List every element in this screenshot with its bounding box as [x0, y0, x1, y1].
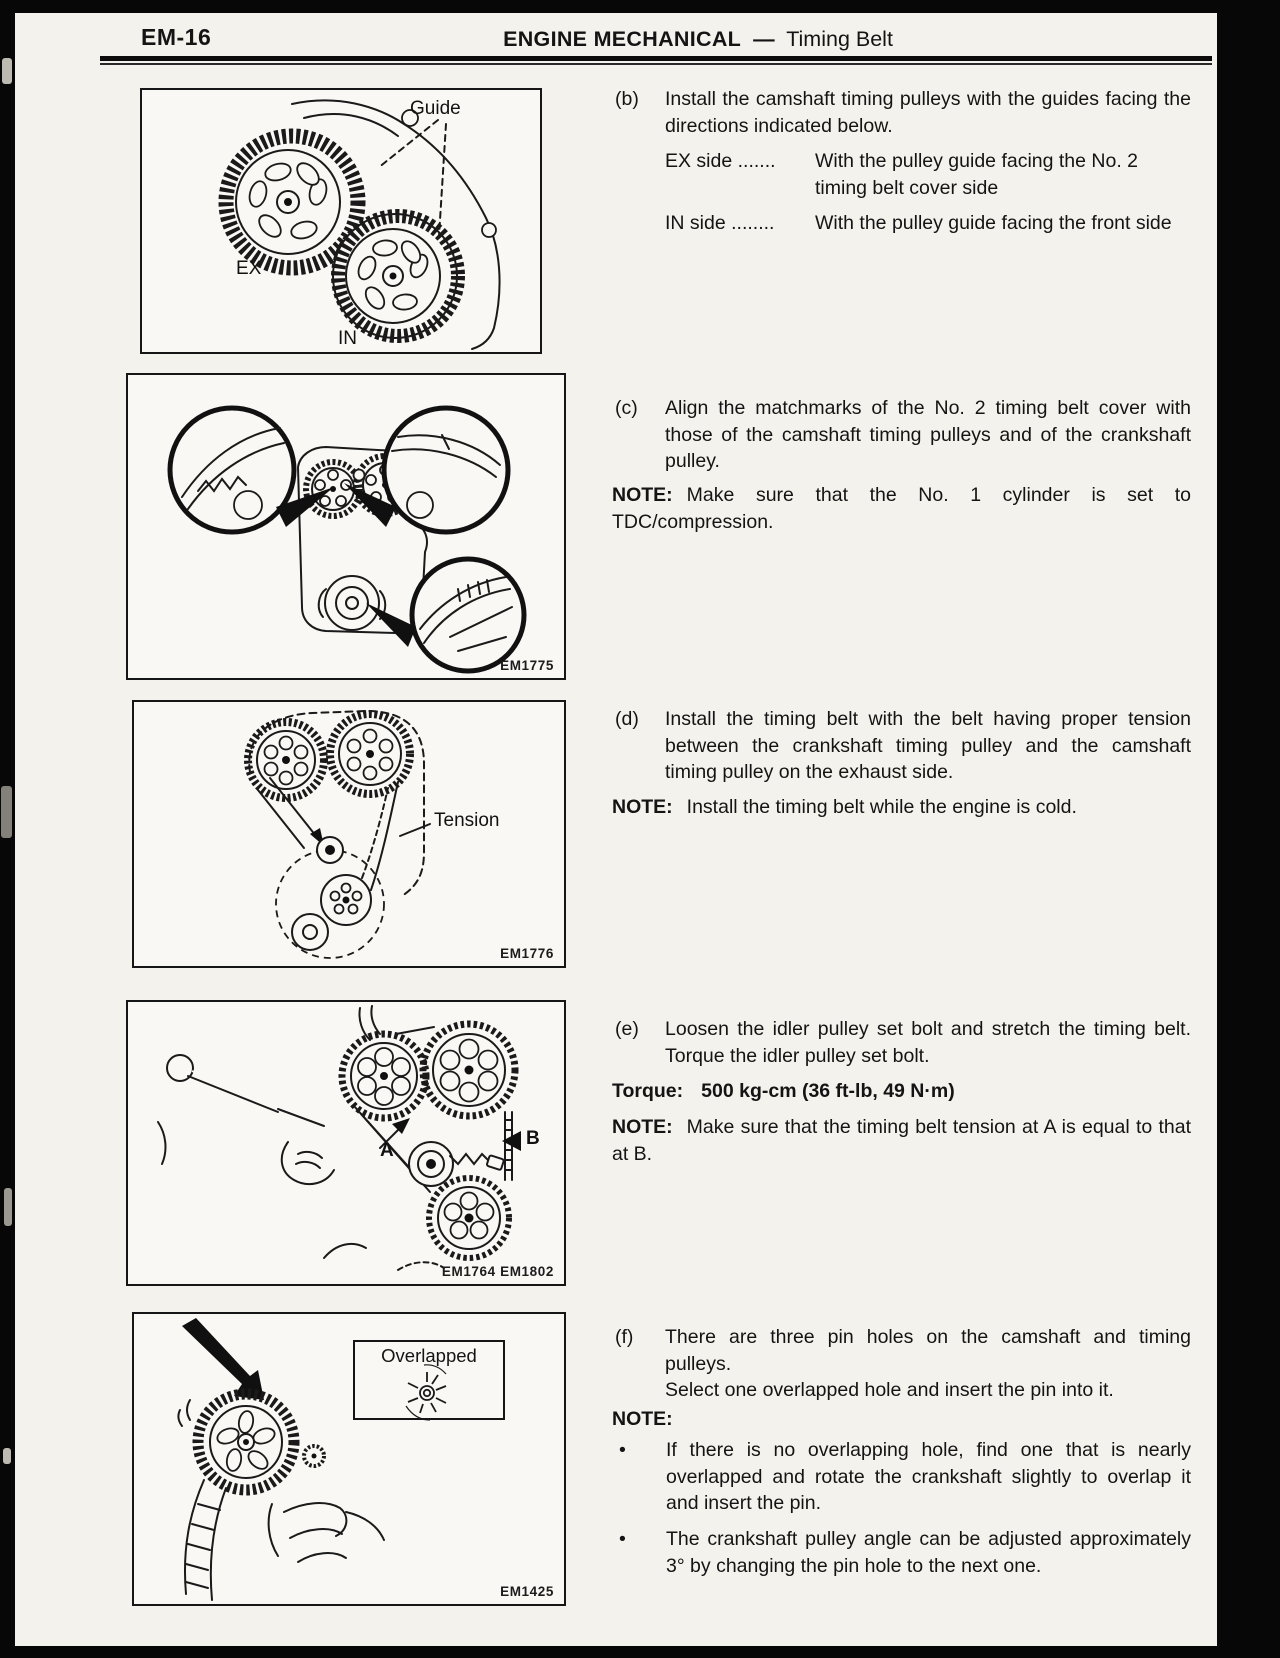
step-e: [615, 1016, 1191, 1069]
bullet-marker: •: [619, 1439, 626, 1461]
step-b-label: (b): [615, 88, 639, 110]
step-f-label: (f): [615, 1326, 634, 1348]
scan-speck: [3, 1448, 11, 1464]
scan-border-top: [0, 0, 1280, 13]
note-f-bullet-2: [615, 1526, 1191, 1579]
figure-pulley-guides: [140, 88, 542, 354]
scan-border-bottom: [0, 1646, 1280, 1658]
header-rule: [100, 56, 1212, 61]
note-e-label: NOTE:: [612, 1116, 673, 1138]
note-f: [612, 1406, 1191, 1433]
page-title: [468, 27, 928, 52]
guide-label: Guide: [410, 98, 461, 119]
torque-spec: [612, 1080, 1191, 1103]
step-e-text: Loosen the idler pulley set bolt and stretch the timing belt. Torque the idler pulley set bolt.: [665, 1018, 1191, 1067]
step-e-label: (e): [615, 1018, 639, 1040]
matchmarks-drawing: [128, 375, 564, 678]
note-c-label: NOTE:: [612, 484, 673, 506]
step-b-text: Install the camshaft timing pulleys with the guides facing the directions indicated below.: [665, 88, 1191, 137]
figure-pin-holes: [132, 1312, 566, 1606]
torque-label: Torque:: [612, 1080, 684, 1102]
page-code: EM-16: [141, 24, 212, 50]
header-rule-shadow: [100, 63, 1212, 65]
torque-value: 500 kg-cm (36 ft-lb, 49 N·m): [701, 1080, 955, 1102]
figure-code: EM1425: [500, 1584, 554, 1599]
note-d-label: NOTE:: [612, 796, 673, 818]
note-e: [612, 1114, 1191, 1167]
figure-idler-torque: [126, 1000, 566, 1286]
ex-side-row: [665, 148, 1191, 201]
bullet-marker: •: [619, 1528, 626, 1550]
point-a-label: A: [380, 1140, 394, 1161]
figure-belt-tension: [132, 700, 566, 968]
note-f-bullet-1: [615, 1437, 1191, 1517]
bullet-1-text: If there is no overlapping hole, find one that is nearly overlapped and rotate the crankshaft slightly to overlap it and insert the pin.: [666, 1439, 1191, 1514]
pulley-guides-drawing: [142, 90, 540, 352]
scan-border-right: [1217, 0, 1280, 1658]
step-f-text2: Select one overlapped hole and insert the pin into it.: [665, 1379, 1114, 1401]
in-side-row: [665, 210, 1191, 237]
note-f-label: NOTE:: [612, 1408, 673, 1430]
scan-speck: [1, 786, 12, 838]
step-c-text: Align the matchmarks of the No. 2 timing belt cover with those of the camshaft timing pulleys and of the crankshaft pulley.: [665, 397, 1191, 472]
idler-torque-drawing: [128, 1002, 564, 1284]
ex-side-desc: With the pulley guide facing the No. 2 timing belt cover side: [815, 150, 1139, 199]
step-d-label: (d): [615, 708, 639, 730]
step-c-label: (c): [615, 397, 638, 419]
note-d-text: Install the timing belt while the engine is cold.: [686, 796, 1077, 818]
step-d: [615, 706, 1191, 786]
scan-speck: [4, 1188, 12, 1226]
note-c: [612, 482, 1191, 535]
figure-matchmarks: [126, 373, 566, 680]
title-separator: —: [753, 27, 775, 51]
subsection-title: Timing Belt: [786, 27, 893, 51]
overlapped-inset: [353, 1340, 505, 1420]
bullet-2-text: The crankshaft pulley angle can be adjusted approximately 3° by changing the pin hole to the next one.: [666, 1528, 1191, 1577]
in-side-desc: With the pulley guide facing the front side: [815, 212, 1172, 234]
point-b-label: B: [526, 1128, 540, 1149]
note-e-text: Make sure that the timing belt tension at A is equal to that at B.: [612, 1116, 1191, 1165]
figure-code: EM1776: [500, 946, 554, 961]
step-f: [615, 1324, 1191, 1404]
in-side-term: IN side ........: [665, 212, 775, 234]
step-b: [615, 86, 1191, 237]
step-d-text: Install the timing belt with the belt having proper tension between the crankshaft timing pulley and the camshaft timing pulley on the exhaust side.: [665, 708, 1191, 783]
ex-side-term: EX side .......: [665, 150, 776, 172]
tension-label: Tension: [434, 810, 500, 831]
scan-speck: [2, 58, 12, 84]
step-f-body: [665, 1324, 1191, 1404]
note-d: [612, 794, 1191, 821]
step-c: [615, 395, 1191, 475]
section-title: ENGINE MECHANICAL: [503, 27, 742, 51]
figure-code: EM1764 EM1802: [441, 1264, 554, 1279]
step-b-body: [665, 86, 1191, 237]
in-label: IN: [338, 328, 357, 349]
ex-label: EX: [236, 258, 262, 279]
belt-tension-drawing: [134, 702, 564, 966]
overlapped-label: Overlapped: [381, 1345, 477, 1366]
step-f-text1: There are three pin holes on the camshaft and timing pulleys.: [665, 1326, 1191, 1375]
note-c-text: Make sure that the No. 1 cylinder is set to TDC/compression.: [612, 484, 1191, 533]
figure-code: EM1775: [500, 658, 554, 673]
